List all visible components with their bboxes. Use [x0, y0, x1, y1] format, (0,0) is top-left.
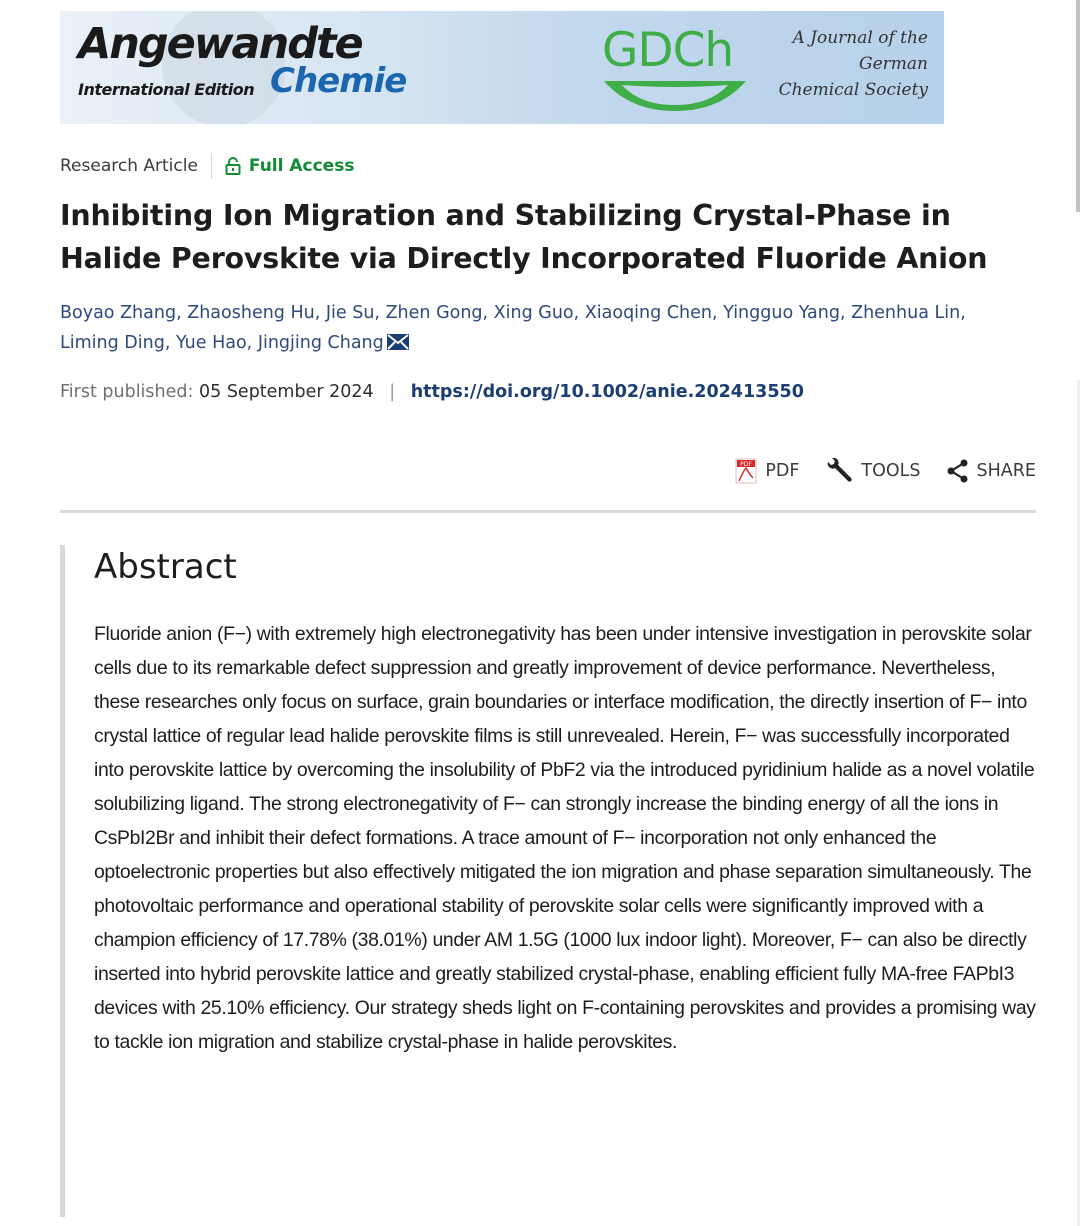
tagline-line: A Journal of the — [792, 28, 928, 48]
author-link[interactable]: Jingjing Chang — [257, 332, 384, 353]
author-link[interactable]: Yue Hao — [175, 332, 247, 353]
gdch-logo: GDCh — [602, 23, 734, 78]
gdch-logo-smile-icon — [600, 75, 750, 115]
journal-banner[interactable] — [60, 11, 944, 124]
unlock-icon — [225, 157, 241, 175]
article-toolbar — [735, 458, 1036, 484]
tools-button[interactable] — [825, 458, 920, 484]
access-badge — [225, 156, 355, 176]
tagline-line: Chemical Society — [778, 80, 928, 100]
article-type: Research Article — [60, 156, 198, 176]
section-divider — [60, 510, 1036, 513]
author-link[interactable]: Zhaosheng Hu — [187, 303, 315, 323]
envelope-icon[interactable] — [387, 334, 409, 350]
journal-name: Angewandte — [78, 19, 362, 69]
abstract-heading: Abstract — [94, 547, 237, 587]
journal-edition: International Edition — [78, 80, 255, 99]
published-label: First published: — [60, 382, 194, 402]
pdf-label: PDF — [765, 461, 800, 481]
wrench-icon — [825, 458, 853, 484]
publication-info — [60, 378, 804, 406]
author-link[interactable]: Xiaoqing Chen — [584, 303, 712, 323]
author-link[interactable]: Yingguo Yang — [723, 303, 840, 323]
share-icon — [947, 459, 969, 483]
doi-link[interactable]: https://doi.org/10.1002/anie.202413550 — [410, 382, 804, 402]
share-button[interactable] — [947, 459, 1036, 483]
svg-text:PDF: PDF — [740, 461, 753, 468]
pdf-icon — [735, 458, 757, 484]
tools-label: TOOLS — [861, 461, 921, 481]
society-tagline — [779, 25, 928, 103]
pub-separator: | — [389, 382, 396, 402]
tagline-line: German — [859, 54, 928, 74]
share-label: SHARE — [976, 461, 1036, 481]
author-list: Boyao Zhang, Zhaosheng Hu, Jie Su, Zhen Gong, Xing Guo, Xiaoqing Chen, Yingguo Yang, Zhenhua Lin, Liming Ding, Yue Hao, Jingjing Chang — [60, 303, 966, 353]
author-link[interactable]: Zhenhua Lin — [851, 303, 961, 323]
author-link[interactable]: Liming Ding — [60, 332, 165, 353]
abstract-section — [60, 545, 1055, 1217]
scrollbar-thumb[interactable] — [1076, 0, 1080, 212]
author-link[interactable]: Zhen Gong — [385, 303, 483, 323]
author-link[interactable]: Xing Guo — [493, 303, 574, 323]
pdf-button[interactable] — [735, 458, 799, 484]
journal-name-chemie: Chemie — [270, 61, 407, 101]
published-date: 05 September 2024 — [198, 382, 374, 402]
abstract-text: Fluoride anion (F−) with extremely high electronegativity has been under intensive investigation in perovskite solar cells due to its remarkable defect suppression and greatly improvement of device performance. Nevertheless, these researches only focus on surface, grain boundaries or interface modification, the directly insertion of F− into crystal lattice of regular lead halide perovskite films is still unrevealed. Herein, F− was successfully incorporated into perovskite lattice by overcoming the insolubility of PbF2 via the introduced pyridinium halide as a novel volatile solubilizing ligand. The strong electronegativity of F− can strongly increase the binding energy of all the ions in CsPbI2Br and inhibit their defect formations. A trace amount of F− incorporation not only enhanced the optoelectronic properties but also effectively mitigated the ion migration and phase separation simultaneously. The photovoltaic performance and operational stability of perovskite solar cells were significantly improved with a champion efficiency of 17.78% (38.01%) under AM 1.5G (1000 lux indoor light). Moreover, F− can also be directly inserted into hybrid perovskite lattice and greatly stabilized crystal-phase, enabling efficient fully MA-free FAPbI3 devices with 25.10% efficiency. Our strategy sheds light on F-containing perovskites and provides a promising way to tackle ion migration and stabilize crystal-phase in halide perovskites. — [94, 623, 1036, 1053]
author-link[interactable]: Boyao Zhang — [60, 303, 177, 323]
article-title: Inhibiting Ion Migration and Stabilizing Crystal-Phase in Halide Perovskite via Directly Incorporated Fluoride Anion — [60, 199, 988, 275]
author-link[interactable]: Jie Su — [325, 303, 375, 323]
meta-divider — [211, 153, 212, 179]
access-label: Full Access — [248, 156, 355, 176]
article-meta — [60, 152, 354, 180]
